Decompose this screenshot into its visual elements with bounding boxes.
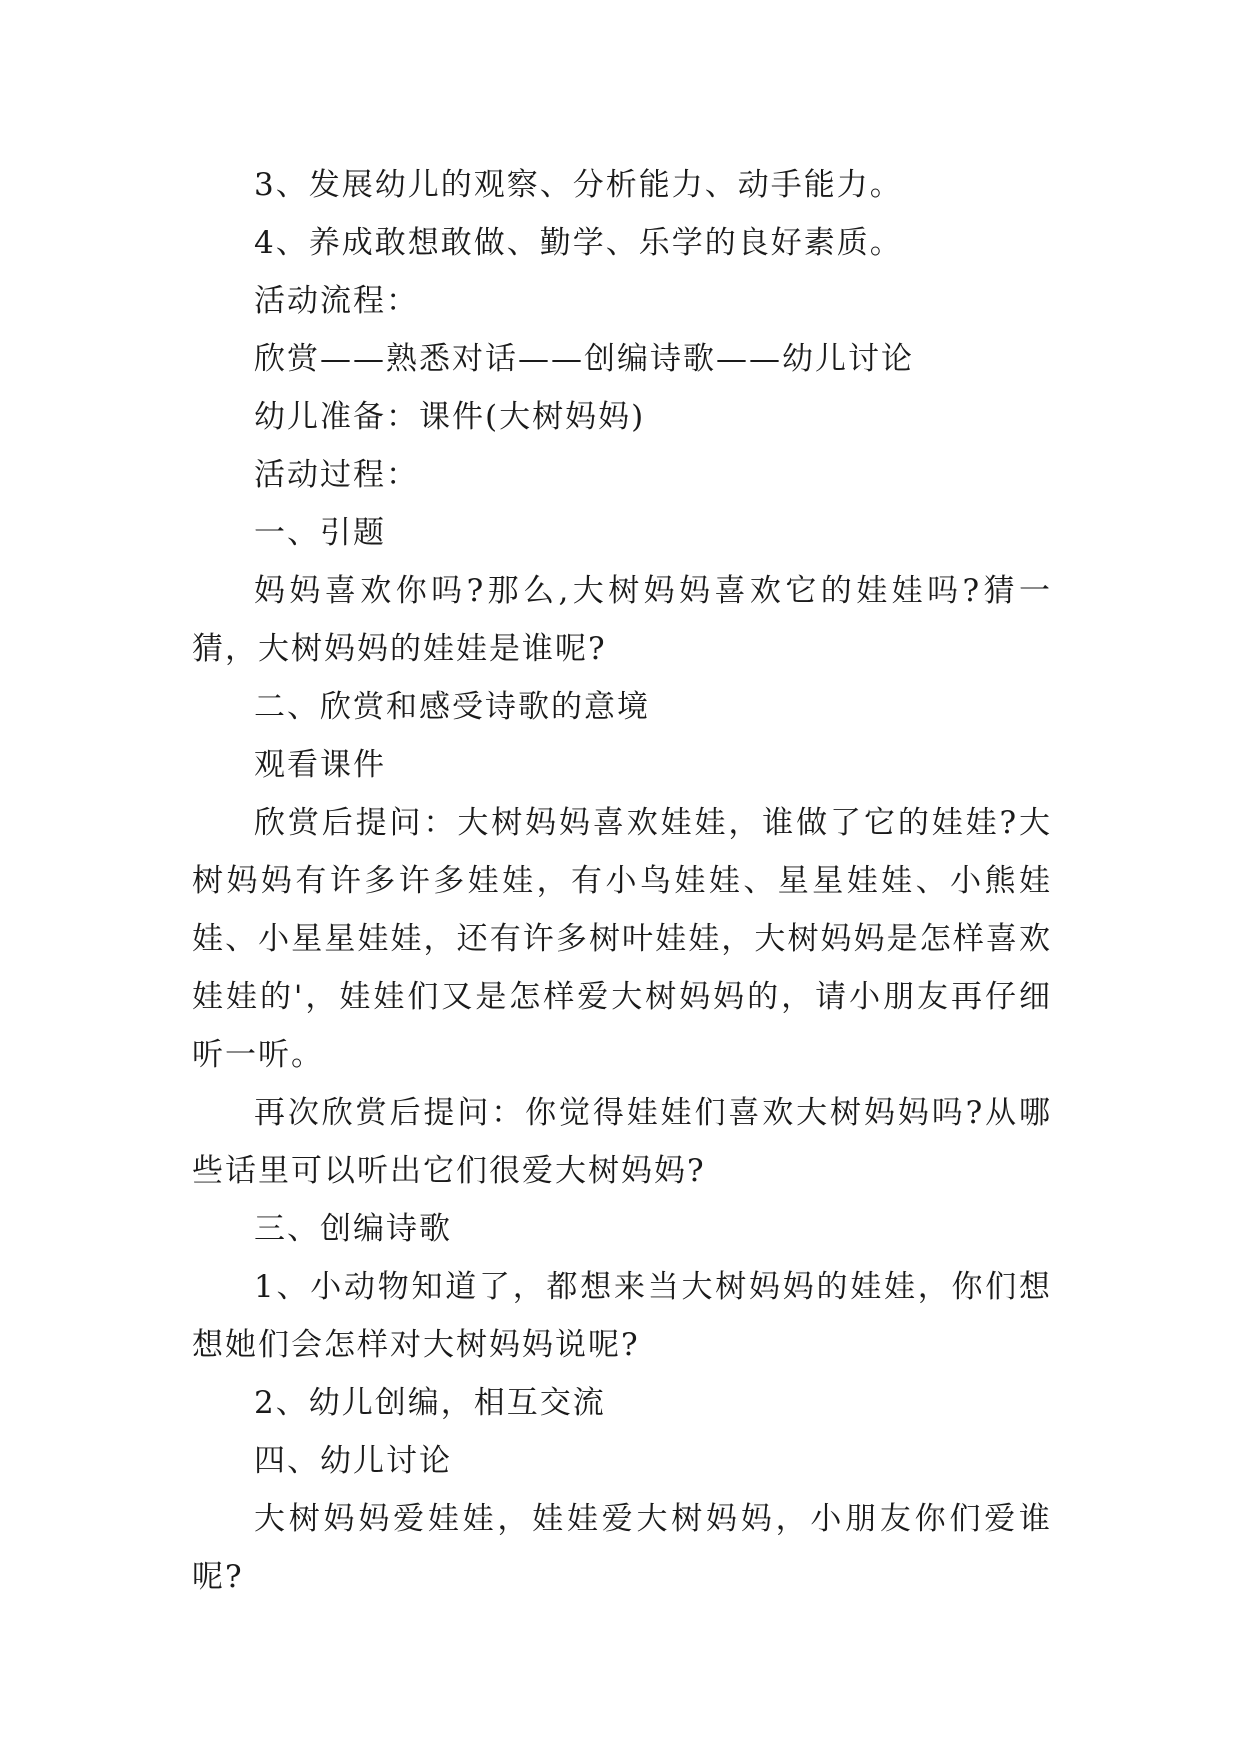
step-3-text-a: 1、小动物知道了，都想来当大树妈妈的娃娃，你们想想她们会怎样对大树妈妈说呢? <box>192 1269 1052 1363</box>
step-1-heading: 一、引题 <box>254 515 386 551</box>
preparation: 幼儿准备：课件(大树妈妈) <box>254 399 646 435</box>
step-2-heading: 二、欣赏和感受诗歌的意境 <box>254 689 650 725</box>
section-heading-flow: 活动流程： <box>254 283 419 319</box>
objective-3: 3、发展幼儿的观察、分析能力、动手能力。 <box>254 167 903 203</box>
step-2-text-c: 再次欣赏后提问：你觉得娃娃们喜欢大树妈妈吗?从哪些话里可以听出它们很爱大树妈妈? <box>192 1095 1052 1189</box>
step-2-text-b: 欣赏后提问：大树妈妈喜欢娃娃，谁做了它的娃娃?大树妈妈有许多许多娃娃，有小鸟娃娃、星星娃娃、小熊娃娃、小星星娃娃，还有许多树叶娃娃，大树妈妈是怎样喜欢娃娃的'，娃娃们又是怎样爱大树妈妈的，请小朋友再仔细听一听。 <box>192 805 1052 1073</box>
section-heading-process: 活动过程： <box>254 457 419 493</box>
objective-4: 4、养成敢想敢做、勤学、乐学的良好素质。 <box>254 225 903 261</box>
step-1-text: 妈妈喜欢你吗?那么,大树妈妈喜欢它的娃娃吗?猜一猜，大树妈妈的娃娃是谁呢? <box>192 573 1052 667</box>
flow-steps: 欣赏——熟悉对话——创编诗歌——幼儿讨论 <box>254 341 914 377</box>
step-2-text-a: 观看课件 <box>254 747 386 783</box>
step-3-text-b: 2、幼儿创编，相互交流 <box>254 1385 606 1421</box>
document-body <box>192 156 1052 1606</box>
step-4-text: 大树妈妈爱娃娃，娃娃爱大树妈妈，小朋友你们爱谁呢? <box>192 1501 1052 1595</box>
step-3-heading: 三、创编诗歌 <box>254 1211 452 1247</box>
step-4-heading: 四、幼儿讨论 <box>254 1443 452 1479</box>
